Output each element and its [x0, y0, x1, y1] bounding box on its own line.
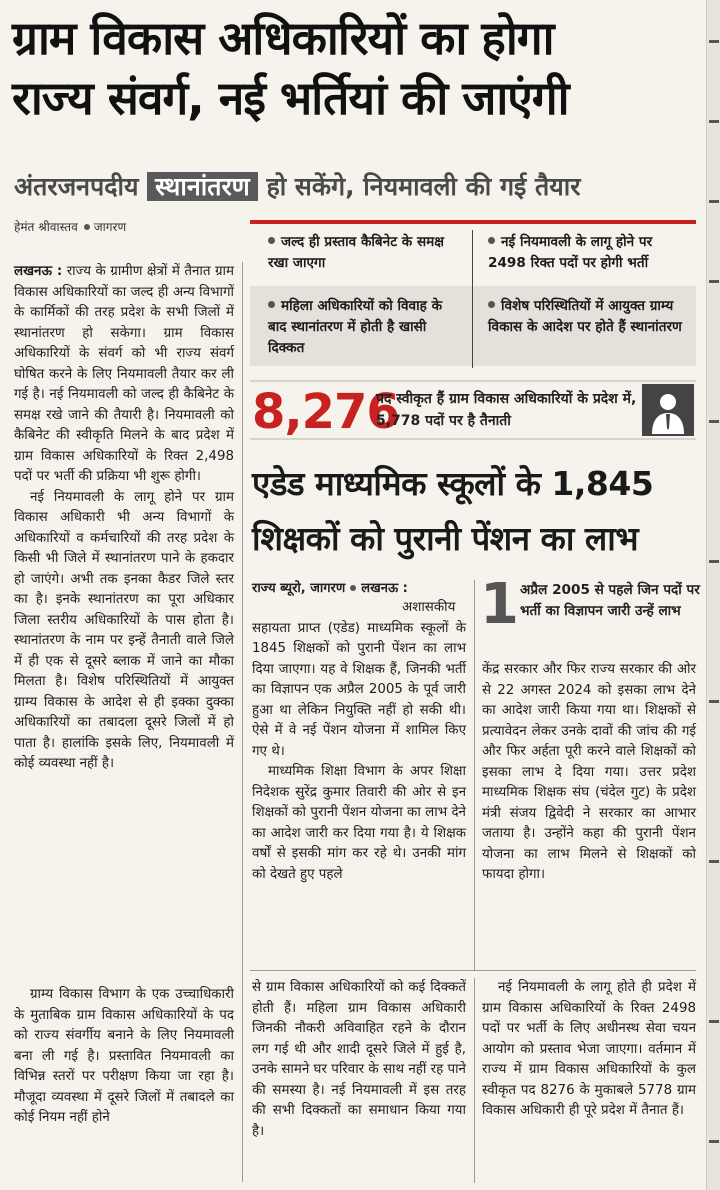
- bullet-dot-icon: [268, 237, 275, 244]
- story2-para-1: अशासकीय सहायता प्राप्त (एडेड) माध्यमिक स्कूलों के 1845 शिक्षकों को पुरानी पेंशन का लाभ दिया जाएगा। यह वे शिक्षक हैं, जिनकी भर्ती का विज्ञापन एक अप्रैल 2005 के पूर्व जारी हुआ था लेकिन नियुक्ति नहीं हो सकी थी। ऐसे में वे नई पेंशन योजना में शामिल किए गए थे।: [252, 600, 466, 759]
- continuation-right-text: नई नियमावली के लागू होते ही प्रदेश में ग्राम विकास अधिकारियों के रिक्त 2498 पदों पर भर्ती के लिए अधीनस्थ सेवा चयन आयोग को प्रस्ताव भेजा जाएगा। वर्तमान में राज्य में ग्राम विकास अधिकारियों के कुल स्वीकृत पद 8276 के मुकाबले 5778 ग्राम विकास अधिकारी ही पूरे प्रदेश में तैनात हैं।: [482, 980, 696, 1118]
- bullet-item-4: विशेष परिस्थितियों में आयुक्त ग्राम्य विकास के आदेश पर होते हैं स्थानांतरण: [488, 298, 682, 335]
- subhead-highlight: स्थानांतरण: [147, 172, 258, 201]
- left-column-continued: [14, 985, 234, 1129]
- story2-headline-line-1: एडेड माध्यमिक स्कूलों के 1,845: [252, 464, 654, 503]
- pull-number: 1: [480, 572, 519, 637]
- left-para-1: राज्य के ग्रामीण क्षेत्रों में तैनात ग्राम विकास अधिकारियों का जल्द ही अन्य विभागों के कार्मिकों की तरह प्रदेश के सभी जिलों में स्थानांतरण हो सकेगा। ग्राम विकास अधिकारियों के संवर्ग को भी राज्य संवर्ग घोषित करने के लिए नियमावली तैयार कर ली गई है। नई नियमावली को जल्द ही कैबिनेट के समक्ष रखे जाने की तैयारी है। नियमावली को कैबिनेट की स्वीकृति मिलने के बाद प्रदेश में ग्राम विकास अधिकारियों के रिक्त 2,498 पदों पर भर्ती की प्रक्रिया भी शुरू होगी।: [14, 264, 234, 484]
- bullet-dot-icon: [488, 237, 495, 244]
- bullet-dot-icon: [84, 224, 90, 230]
- bullet-item-2: नई नियमावली के लागू होने पर 2498 रिक्त पदों पर होगी भर्ती: [488, 234, 653, 271]
- continuation-column-mid: [252, 978, 466, 1142]
- bullet-item-3: महिला अधिकारियों को विवाह के बाद स्थानांतरण में होती है खासी दिक्कत: [268, 298, 443, 356]
- byline-author: हेमंत श्रीवास्तव: [14, 220, 78, 234]
- credit-city: लखनऊ :: [361, 581, 408, 596]
- subhead-pre: अंतरजनपदीय: [14, 172, 139, 201]
- byline: [14, 218, 126, 235]
- story2-divider: [474, 580, 475, 970]
- story2-column-1: [252, 598, 466, 885]
- section-divider: [250, 970, 696, 971]
- story2-credit: [252, 578, 408, 596]
- left-para-2: नई नियमावली के लागू होने पर ग्राम विकास अधिकारी भी अन्य विभागों के अधिकारियों व कर्मचारियों की तरह प्रदेश के किसी भी जिले में स्थानांतरण पाने के हकदार हो जाएंगे। अभी तक इनका कैडर जिले स्तर का है। इनके स्थानांतरण का पूरा अधिकार जिला स्तरीय अधिकारियों के पास होता है। स्थानांतरण के नाम पर इन्हें तैनाती वाले जिले में ही एक से दूसरे ब्लाक में जाने का मौका मिलता है। विशेष परिस्थितियों में आयुक्त ग्राम्य विकास के आदेश से ही इक्का दुक्का अधिकारियों का तबादला दूसरे जिलों में हो पाता है। हालांकि इसके लिए, नियमावली में कोई व्यवस्था नहीं है।: [14, 489, 234, 771]
- bullet-divider: [472, 230, 473, 368]
- story2-headline-line-2: शिक्षकों को पुरानी पेंशन का लाभ: [252, 519, 639, 558]
- second-story-headline: [252, 456, 698, 566]
- pull-quote: अप्रैल 2005 से पहले जिन पदों पर भर्ती का विज्ञापन जारी उन्हें लाभ: [520, 582, 700, 619]
- story2-column-2: [482, 660, 696, 886]
- left-para-3: ग्राम्य विकास विभाग के एक उच्चाधिकारी के मुताबिक ग्राम विकास अधिकारियों के पद को राज्य संवर्गीय बनाने के लिए नियमावली बना ली गई है। प्रस्तावित नियमावली का विभिन्न स्तरों पर परीक्षण किया जा रहा है। मौजूदा व्यवस्था में दूसरे जिलों में तबादले का कोई नियम नहीं होने: [14, 987, 234, 1125]
- byline-source: जागरण: [93, 220, 127, 234]
- red-accent-bar: [250, 220, 696, 224]
- bullet-item-1: जल्द ही प्रस्ताव कैबिनेट के समक्ष रखा जाएगा: [268, 234, 445, 271]
- column-divider: [242, 262, 243, 1182]
- bullet-dot-icon: [268, 301, 275, 308]
- story2-para-2: माध्यमिक शिक्षा विभाग के अपर शिक्षा निदेशक सुरेंद्र कुमार तिवारी की ओर से इन शिक्षकों को पुरानी पेंशन योजना का लाभ देने का आदेश जारी कर दिया गया है। ये शिक्षक वर्षों से इसकी मांग कर रहे थे। उनकी मांग को देखते हुए पहले: [252, 764, 466, 882]
- adjacent-page-edge: [706, 0, 720, 1190]
- continuation-column-right: [482, 978, 696, 1122]
- officer-silhouette-icon: [642, 384, 694, 436]
- bullet-dot-icon: [350, 585, 356, 591]
- stat-number: 8,276: [252, 384, 399, 440]
- continuation-mid-text: से ग्राम विकास अधिकारियों को कई दिक्कतें होती हैं। महिला ग्राम विकास अधिकारी जिनकी नौकरी अविवाहित रहने के दौरान लग गई थी और शादी दूसरे जिले में हुई है, उनके सामने घर परिवार के साथ नहीं रह पाने की समस्या है। नई नियमावली में इस तरह की सभी दिक्कतों का समाधान किया गया है।: [252, 980, 466, 1139]
- left-column-body: [14, 262, 234, 775]
- credit-bureau: राज्य ब्यूरो, जागरण: [252, 581, 346, 596]
- bullet-dot-icon: [488, 301, 495, 308]
- story2-para-3: केंद्र सरकार और फिर राज्य सरकार की ओर से 22 अगस्त 2024 को इसका लाभ देने का आदेश जारी किया गया था। शिक्षकों से प्रत्यावेदन लेकर उनके दावों की जांच की गई और फिर अर्हता पूरी करने वाले शिक्षकों को इसका लाभ दे दिया गया। उत्तर प्रदेश माध्यमिक शिक्षक संघ (चंदेल गुट) के प्रदेश मंत्री संजय द्विवेदी ने सरकार का आभार जताया है। उन्होंने कहा की पुरानी पेंशन योजना का लाभ मिलने से शिक्षकों को फायदा होगा।: [482, 662, 696, 882]
- dateline: लखनऊ :: [14, 264, 63, 279]
- stat-text: पद स्वीकृत हैं ग्राम विकास अधिकारियों के प्रदेश में, 5,778 पदों पर है तैनाती: [376, 391, 637, 429]
- headline-line-1: ग्राम विकास अधिकारियों का होगा: [12, 11, 554, 65]
- continuation-divider: [474, 978, 475, 1183]
- headline-line-2: राज्य संवर्ग, नई भर्तियां की जाएंगी: [12, 71, 569, 125]
- subhead-post: हो सकेंगे, नियमावली की गई तैयार: [266, 172, 581, 201]
- stat-box: [250, 380, 696, 440]
- subheadline: [14, 166, 704, 208]
- main-headline: [12, 8, 702, 128]
